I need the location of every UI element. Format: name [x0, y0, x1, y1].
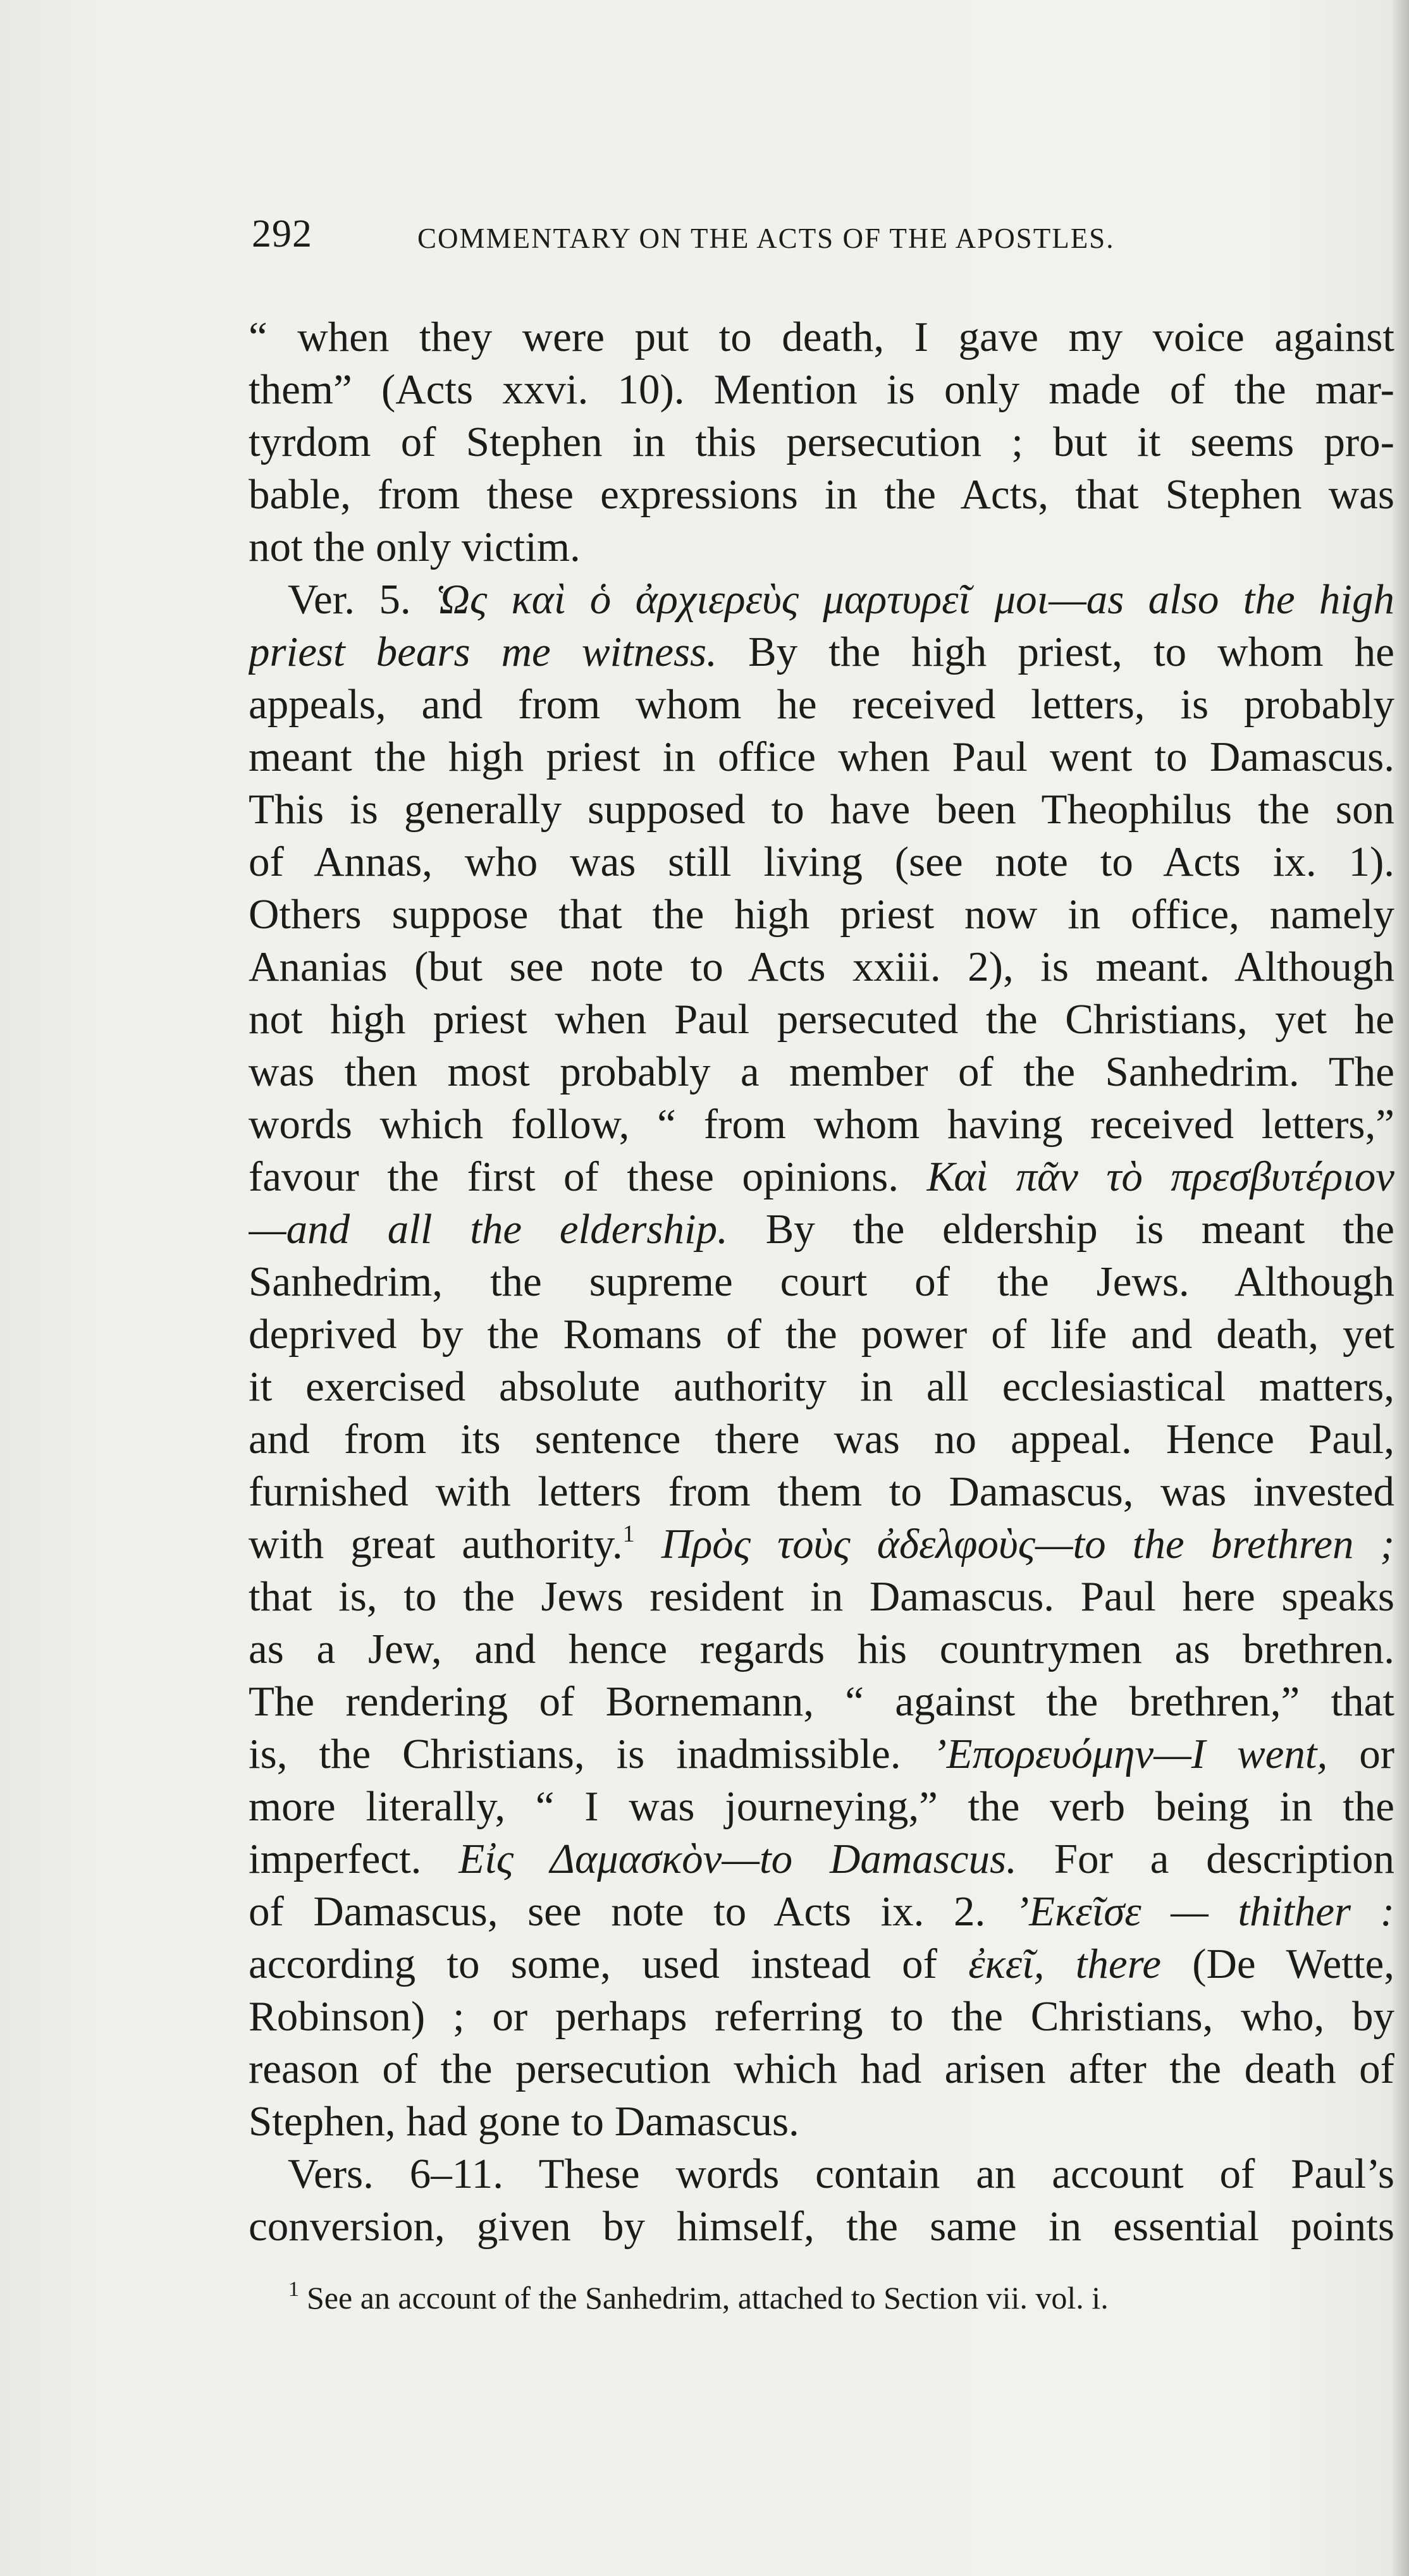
text-run: (De Wette, — [1160, 1941, 1394, 1987]
text-line: deprived by the Romans of the power of life and death, yet — [249, 1311, 1394, 1358]
text-line: that is, to the Jews resident in Damascus. Paul here speaks — [249, 1573, 1394, 1620]
footnote-text: See an account of the Sanhedrim, attached to Section vii. vol. i. — [307, 2280, 1109, 2315]
greek-phrase: Εἰς Δαμασκὸν — [458, 1836, 722, 1882]
text-line: reason of the persecution which had arisen after the death of — [249, 2045, 1394, 2092]
text-line: as a Jew, and hence regards his countrymen as brethren. — [249, 1626, 1394, 1672]
text-line: Stephen, had gone to Damascus. — [249, 2098, 799, 2145]
text-line: Others suppose that the high priest now in office, namely — [249, 891, 1394, 938]
text-run: according to some, used instead of — [249, 1941, 969, 1987]
text-line: This is generally supposed to have been Theophilus the son — [249, 786, 1394, 833]
translation: — thither : — [1141, 1888, 1394, 1935]
text-run: imperfect. — [249, 1836, 459, 1882]
text-line — [249, 1728, 1394, 1781]
text-line: meant the high priest in office when Paul went to Damascus. — [249, 733, 1394, 780]
body-text — [249, 311, 1394, 2253]
greek-phrase: Καὶ πᾶν τὸ πρεσβυτέριον — [926, 1153, 1394, 1200]
translation: priest bears me witness. — [249, 629, 717, 675]
text-line: and from its sentence there was no appeal. Hence Paul, — [249, 1416, 1394, 1463]
translation: —to Damascus. — [722, 1836, 1017, 1882]
text-line: Vers. 6–11. These words contain an account of Paul’s — [288, 2150, 1394, 2197]
text-line: not high priest when Paul persecuted the Christians, yet he — [249, 996, 1394, 1043]
text-line — [249, 1151, 1394, 1203]
text-run: of Damascus, see note to Acts ix. 2. — [249, 1888, 986, 1935]
verse-label: Ver. 5. — [288, 576, 435, 623]
text-run: For a description — [1016, 1836, 1394, 1882]
page-number: 292 — [252, 212, 312, 255]
text-line: Sanhedrim, the supreme court of the Jews. Although — [249, 1258, 1394, 1305]
running-head: COMMENTARY ON THE ACTS OF THE APOSTLES. — [417, 223, 1115, 254]
text-line: appeals, and from whom he received letters, is probably — [249, 681, 1394, 728]
text-line — [249, 1886, 1394, 1938]
text-run: By the eldership is meant the — [727, 1206, 1394, 1253]
greek-phrase: ἐκεῖ, — [968, 1941, 1045, 1987]
greek-phrase: ’Επορευόμην — [932, 1731, 1154, 1777]
greek-phrase: Ὡς καὶ ὁ ἀρχιερεὺς μαρτυρεῖ μοι — [434, 576, 1049, 623]
text-line — [249, 1938, 1394, 1990]
text-run: or — [1327, 1731, 1394, 1777]
text-run: favour the first of these opinions. — [249, 1153, 927, 1200]
text-line: The rendering of Bornemann, “ against the brethren,” that — [249, 1678, 1394, 1725]
text-line: not the only victim. — [249, 524, 581, 570]
greek-phrase: Πρὸς τοὺς ἀδελφοὺς — [634, 1521, 1035, 1567]
text-run: with great authority. — [249, 1521, 623, 1567]
translation: there — [1044, 1941, 1161, 1987]
text-line — [249, 626, 1394, 678]
text-line — [249, 573, 1394, 626]
page-header — [252, 209, 1238, 266]
text-line: of Annas, who was still living (see note to Acts ix. 1). — [249, 838, 1394, 885]
greek-phrase: ’Εκεῖσε — [985, 1888, 1141, 1935]
translation: —and all the eldership. — [249, 1206, 728, 1253]
text-line: tyrdom of Stephen in this persecution ; but it seems pro- — [249, 419, 1394, 465]
footnote-reference: 1 — [622, 1521, 635, 1547]
text-line: them” (Acts xxvi. 10). Mention is only made of the mar- — [249, 366, 1394, 413]
text-line: words which follow, “ from whom having received letters,” — [249, 1101, 1394, 1148]
text-line — [249, 1518, 1394, 1571]
text-run: is, the Christians, is inadmissible. — [249, 1731, 933, 1777]
text-line: Ananias (but see note to Acts xxiii. 2), is meant. Although — [249, 943, 1394, 990]
text-line: “ when they were put to death, I gave my voice against — [249, 314, 1394, 360]
text-line — [249, 1203, 1394, 1256]
text-line: more literally, “ I was journeying,” the verb being in the — [249, 1783, 1394, 1830]
text-line: Robinson) ; or perhaps referring to the Christians, who, by — [249, 1993, 1394, 2040]
translation: —as also the high — [1049, 576, 1394, 623]
text-line: was then most probably a member of the Sanhedrim. The — [249, 1048, 1394, 1095]
footnote-marker: 1 — [288, 2278, 299, 2301]
text-line — [249, 1833, 1394, 1886]
text-line: bable, from these expressions in the Acts, that Stephen was — [249, 471, 1394, 518]
footnote — [288, 2267, 1401, 2320]
translation: —I went, — [1154, 1731, 1328, 1777]
text-run: By the high priest, to whom he — [717, 629, 1394, 675]
text-line: furnished with letters from them to Damascus, was invested — [249, 1468, 1394, 1515]
translation: —to the brethren ; — [1035, 1521, 1394, 1567]
text-line: it exercised absolute authority in all ecclesiastical matters, — [249, 1363, 1394, 1410]
text-line: conversion, given by himself, the same in essential points — [249, 2203, 1394, 2250]
page-edge — [1393, 0, 1409, 2576]
